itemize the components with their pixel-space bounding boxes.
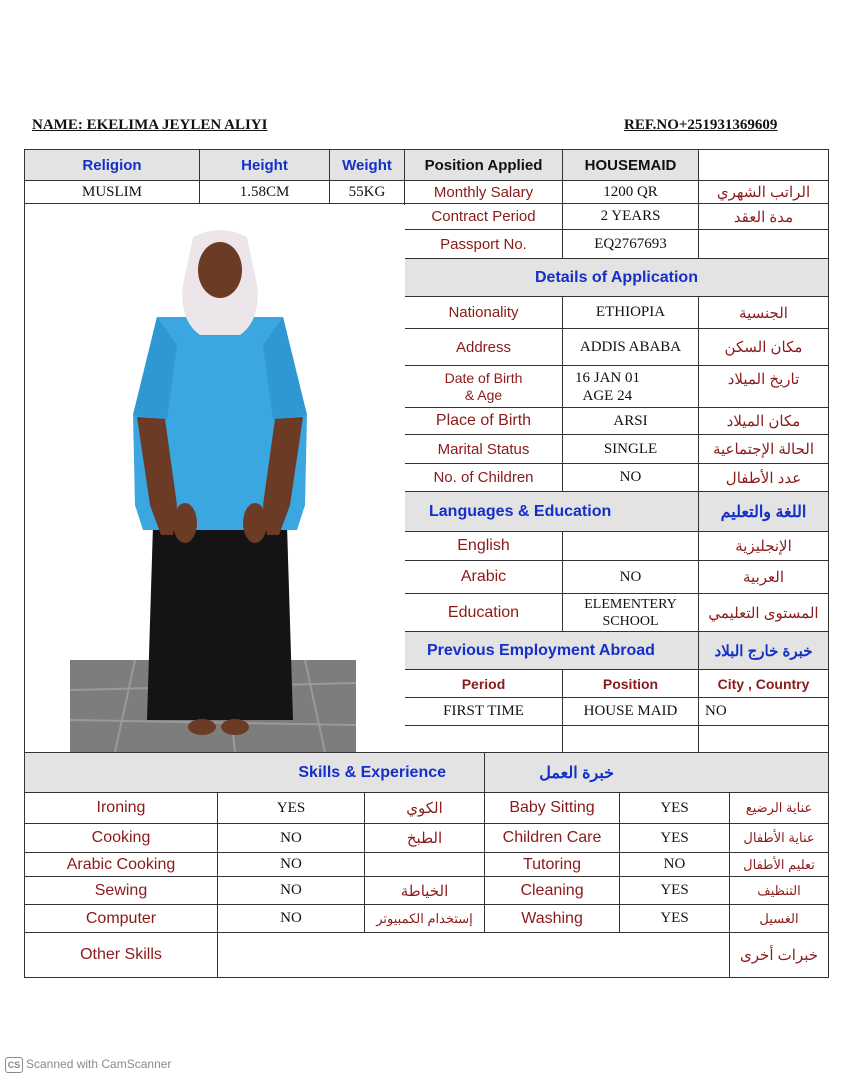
scanner-watermark-text: Scanned with CamScanner <box>26 1057 172 1071</box>
skill-baby-sitting-arabic: عناية الرضيع <box>730 793 829 824</box>
skill-children-care-value: YES <box>620 824 730 853</box>
skill-children-care-arabic: عناية الأطفال <box>730 824 829 853</box>
children-value: NO <box>563 464 699 492</box>
contract-label: Contract Period <box>405 204 563 230</box>
skills-table <box>24 752 829 978</box>
other-skills-value <box>218 933 730 978</box>
employment-location-value: NO <box>699 698 829 726</box>
blank-cell <box>699 150 829 181</box>
period-header: Period <box>405 670 563 698</box>
position-applied-label: Position Applied <box>405 150 563 181</box>
skills-title: Skills & Experience <box>25 753 485 793</box>
skill-sewing-label: Sewing <box>25 877 218 905</box>
place-of-birth-value: ARSI <box>563 408 699 435</box>
skill-sewing-arabic: الخياطة <box>365 877 485 905</box>
passport-label: Passport No. <box>405 230 563 259</box>
skill-arabic-cooking-value: NO <box>218 853 365 877</box>
arabic-arabic: العربية <box>699 561 829 594</box>
salary-label: Monthly Salary <box>405 181 563 204</box>
salary-arabic: الراتب الشهري <box>699 181 829 204</box>
candidate-photo <box>24 205 405 752</box>
children-label: No. of Children <box>405 464 563 492</box>
address-arabic: مكان السكن <box>699 329 829 366</box>
skill-arabic-cooking-arabic <box>365 853 485 877</box>
candidate-name: NAME: EKELIMA JEYLEN ALIYI <box>32 117 268 133</box>
skill-cleaning-arabic: التنظيف <box>730 877 829 905</box>
skill-ironing-value: YES <box>218 793 365 824</box>
passport-arabic <box>699 230 829 259</box>
dob-arabic: تاريخ الميلاد <box>699 366 829 408</box>
camscanner-logo-icon: CS <box>5 1057 23 1073</box>
position-applied-value: HOUSEMAID <box>563 150 699 181</box>
employment-empty-cell <box>563 726 699 756</box>
skill-tutoring-label: Tutoring <box>485 853 620 877</box>
skill-tutoring-value: NO <box>620 853 730 877</box>
employment-empty-cell <box>699 726 829 756</box>
employment-title: Previous Employment Abroad <box>405 632 699 670</box>
skill-baby-sitting-value: YES <box>620 793 730 824</box>
marital-status-arabic: الحالة الإجتماعية <box>699 435 829 464</box>
skill-washing-label: Washing <box>485 905 620 933</box>
skill-washing-value: YES <box>620 905 730 933</box>
education-label: Education <box>405 594 563 632</box>
skill-tutoring-arabic: تعليم الأطفال <box>730 853 829 877</box>
height-value: 1.58CM <box>200 181 330 204</box>
skill-washing-arabic: الغسيل <box>730 905 829 933</box>
other-skills-label: Other Skills <box>25 933 218 978</box>
nationality-label: Nationality <box>405 297 563 329</box>
employment-position-value: HOUSE MAID <box>563 698 699 726</box>
skill-arabic-cooking-label: Arabic Cooking <box>25 853 218 877</box>
contract-value: 2 YEARS <box>563 204 699 230</box>
other-skills-arabic: خبرات أخرى <box>730 933 829 978</box>
education-arabic: المستوى التعليمي <box>699 594 829 632</box>
skill-computer-value: NO <box>218 905 365 933</box>
skill-cooking-label: Cooking <box>25 824 218 853</box>
details-title: Details of Application <box>405 259 829 297</box>
contract-arabic: مدة العقد <box>699 204 829 230</box>
marital-status-value: SINGLE <box>563 435 699 464</box>
scanner-watermark <box>5 1057 171 1073</box>
height-label: Height <box>200 150 330 181</box>
candidate-photo-illustration <box>25 205 405 752</box>
reference-number: REF.NO+251931369609 <box>624 117 778 133</box>
skill-computer-label: Computer <box>25 905 218 933</box>
employment-title-arabic: خبرة خارج البلاد <box>699 632 829 670</box>
religion-label: Religion <box>25 150 200 181</box>
employment-empty-cell <box>405 726 563 756</box>
skill-children-care-label: Children Care <box>485 824 620 853</box>
english-label: English <box>405 532 563 561</box>
children-arabic: عدد الأطفال <box>699 464 829 492</box>
arabic-label: Arabic <box>405 561 563 594</box>
skills-title-arabic: خبرة العمل <box>485 753 829 793</box>
place-of-birth-arabic: مكان الميلاد <box>699 408 829 435</box>
place-of-birth-label: Place of Birth <box>405 408 563 435</box>
skill-cooking-value: NO <box>218 824 365 853</box>
education-value: ELEMENTERY SCHOOL <box>563 594 699 632</box>
weight-value: 55KG <box>330 181 405 204</box>
skill-ironing-label: Ironing <box>25 793 218 824</box>
skill-cooking-arabic: الطبخ <box>365 824 485 853</box>
passport-value: EQ2767693 <box>563 230 699 259</box>
skill-ironing-arabic: الكوي <box>365 793 485 824</box>
religion-value: MUSLIM <box>25 181 200 204</box>
nationality-value: ETHIOPIA <box>563 297 699 329</box>
skill-cleaning-label: Cleaning <box>485 877 620 905</box>
location-header: City , Country <box>699 670 829 698</box>
skill-sewing-value: NO <box>218 877 365 905</box>
address-value: ADDIS ABABA <box>563 329 699 366</box>
skill-computer-arabic: إستخدام الكمبيوتر <box>365 905 485 933</box>
salary-value: 1200 QR <box>563 181 699 204</box>
nationality-arabic: الجنسية <box>699 297 829 329</box>
skill-cleaning-value: YES <box>620 877 730 905</box>
arabic-value: NO <box>563 561 699 594</box>
english-value <box>563 532 699 561</box>
dob-label: Date of Birth & Age <box>405 366 563 408</box>
employment-period-value: FIRST TIME <box>405 698 563 726</box>
languages-title: Languages & Education <box>405 492 699 532</box>
skill-baby-sitting-label: Baby Sitting <box>485 793 620 824</box>
languages-title-arabic: اللغة والتعليم <box>699 492 829 532</box>
dob-value: 16 JAN 01 AGE 24 <box>563 366 699 408</box>
marital-status-label: Marital Status <box>405 435 563 464</box>
address-label: Address <box>405 329 563 366</box>
english-arabic: الإنجليزية <box>699 532 829 561</box>
position-header: Position <box>563 670 699 698</box>
weight-label: Weight <box>330 150 405 181</box>
